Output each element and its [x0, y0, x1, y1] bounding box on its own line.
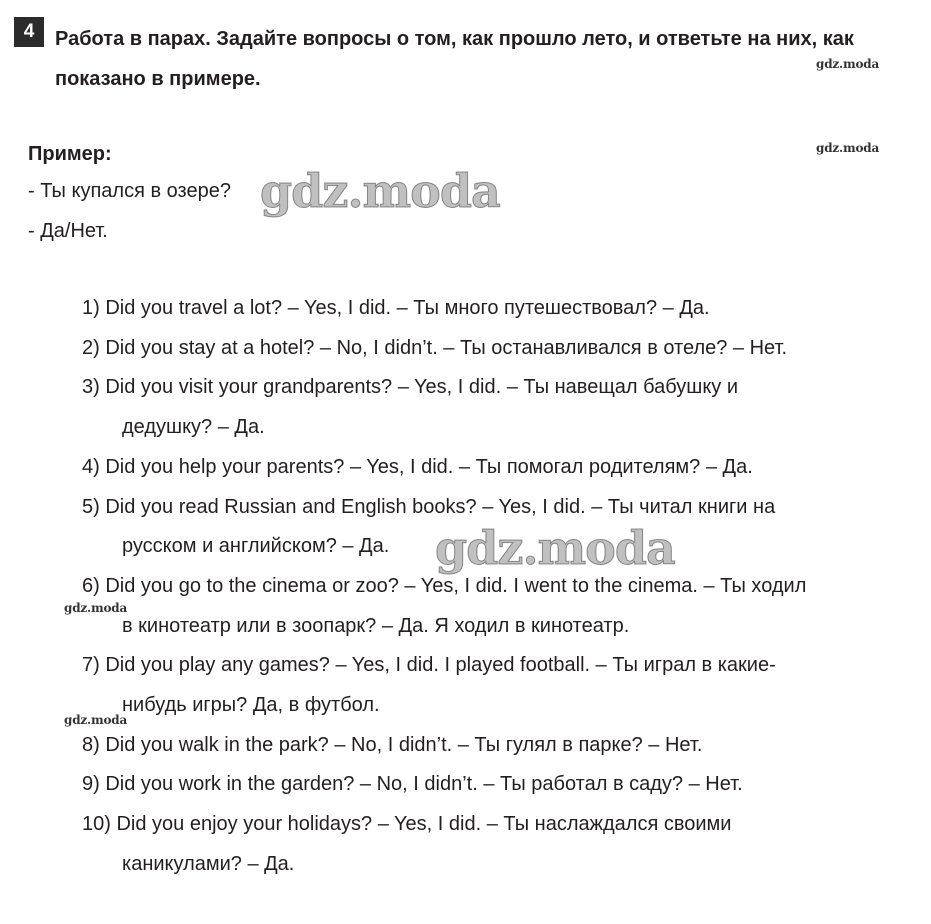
answer-continuation: нибудь игры? Да, в футбол. — [122, 694, 380, 717]
answer-item — [82, 726, 920, 766]
answer-item — [82, 646, 920, 725]
watermark-large: gdz.moda — [435, 521, 675, 575]
task-number-badge: 4 — [14, 17, 44, 47]
answer-continuation: русском и английском? – Да. — [122, 535, 390, 558]
answer-continuation: в кинотеатр или в зоопарк? – Да. Я ходил в кинотеатр. — [122, 614, 630, 637]
answer-text: 7) Did you play any games? – Yes, I did. I played football. – Ты играл в какие- — [82, 654, 776, 677]
answer-item — [82, 368, 920, 447]
answers-list — [82, 289, 920, 885]
answer-text: 8) Did you walk in the park? – No, I didn’t. – Ты гулял в парке? – Нет. — [82, 733, 703, 756]
watermark-small: gdz.moda — [816, 141, 880, 155]
answer-text: 6) Did you go to the cinema or zoo? – Yes, I did. I went to the cinema. – Ты ходил — [82, 574, 807, 597]
task-title: Работа в парах. Задайте вопросы о том, как прошло лето, и ответьте на них, как показано в примере. — [55, 28, 854, 90]
answer-continuation: каникулами? – Да. — [122, 852, 295, 875]
watermark-small: gdz.moda — [64, 713, 128, 727]
example-label: Пример: — [28, 143, 112, 165]
answer-text: 1) Did you travel a lot? – Yes, I did. – Ты много путешествовал? – Да. — [82, 297, 710, 319]
answer-item — [82, 448, 920, 488]
answer-text: 10) Did you enjoy your holidays? – Yes, I did. – Ты наслаждался своими — [82, 813, 732, 836]
example-question: - Ты купался в озере? — [28, 180, 231, 202]
answer-item — [82, 567, 920, 646]
answer-item — [82, 805, 920, 884]
answer-continuation: дедушку? – Да. — [122, 416, 265, 439]
answer-item — [82, 329, 920, 369]
watermark-large: gdz.moda — [260, 164, 500, 218]
answer-item — [82, 765, 920, 805]
example-answer: - Да/Нет. — [28, 220, 108, 242]
answer-text: 5) Did you read Russian and English books? – Yes, I did. – Ты читал книги на — [82, 495, 776, 518]
answer-text: 2) Did you stay at a hotel? – No, I didn’t. – Ты останавливался в отеле? – Нет. — [82, 336, 788, 359]
answer-text: 3) Did you visit your grandparents? – Yes, I did. – Ты навещал бабушку и — [82, 376, 739, 399]
answer-text: 9) Did you work in the garden? – No, I didn’t. – Ты работал в саду? – Нет. — [82, 773, 743, 796]
answer-item — [82, 289, 920, 329]
answer-text: 4) Did you help your parents? – Yes, I did. – Ты помогал родителям? – Да. — [82, 455, 753, 478]
watermark-small: gdz.moda — [64, 601, 128, 615]
watermark-small: gdz.moda — [816, 57, 880, 71]
